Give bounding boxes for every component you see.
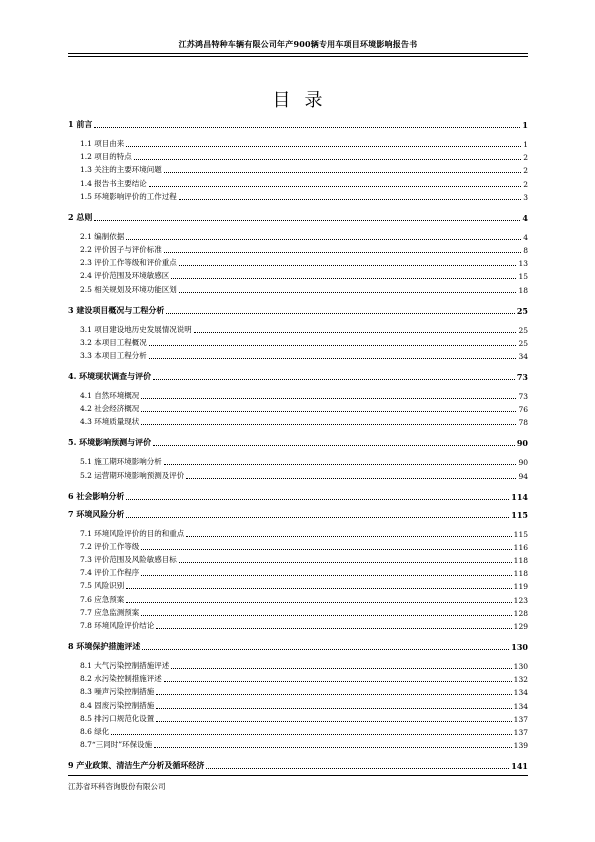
toc-section-entry[interactable] <box>68 283 528 295</box>
toc-dot-leader <box>164 172 521 173</box>
toc-entry-label: 1.3 关注的主要环境问题 <box>80 165 162 175</box>
toc-entry-label: 2.4 评价范围及环境敏感区 <box>80 271 170 281</box>
toc-chapter-entry[interactable] <box>68 211 528 223</box>
toc-entry-label: 7.2 评价工作等级 <box>80 541 140 551</box>
toc-section-entry[interactable] <box>68 349 528 361</box>
toc-entry-page: 34 <box>518 352 528 361</box>
toc-entry-page: 8 <box>523 246 528 255</box>
toc-section-entry[interactable] <box>68 540 528 552</box>
toc-entry-page: 132 <box>513 675 528 685</box>
toc-entry-page: 118 <box>513 556 528 565</box>
toc-dot-leader <box>126 517 509 518</box>
toc-entry-label: 2.5 相关规划及环境功能区划 <box>80 284 177 294</box>
toc-entry-label: 4.1 自然环境概况 <box>80 391 140 400</box>
toc-dot-leader <box>156 628 511 629</box>
toc-section-entry[interactable] <box>68 579 528 591</box>
toc-dot-leader <box>179 292 517 293</box>
toc-entry-page: 137 <box>513 714 528 724</box>
toc-entry-label: 8.1 大气污染控制措施评述 <box>80 661 170 670</box>
toc-chapter-entry[interactable] <box>68 640 528 652</box>
toc-dot-leader <box>153 445 515 446</box>
toc-entry-page: 94 <box>518 471 528 481</box>
toc-section-entry[interactable] <box>68 606 528 618</box>
toc-entry-page: 134 <box>513 688 528 698</box>
toc-section-entry[interactable] <box>68 336 528 348</box>
toc-entry-page: 139 <box>513 741 528 751</box>
toc-dot-leader <box>164 252 521 253</box>
toc-section-entry[interactable] <box>68 738 528 750</box>
toc-entry-page: 128 <box>513 608 528 618</box>
toc-entry-page: 2 <box>523 179 528 189</box>
toc-dot-leader <box>134 159 521 160</box>
toc-entry-page: 25 <box>518 325 528 335</box>
toc-entry-page: 129 <box>513 622 528 631</box>
toc-dot-leader <box>141 398 516 399</box>
toc-entry-label: 8.7“三同时”环保设施 <box>80 740 153 750</box>
toc-section-entry[interactable] <box>68 243 528 255</box>
toc-dot-leader <box>126 588 511 589</box>
toc-entry-label: 1.2 项目的特点 <box>80 152 132 162</box>
toc-entry-label: 3.3 本项目工程分析 <box>80 351 147 360</box>
toc-dot-leader <box>141 424 516 425</box>
toc-entry-label: 8.2 水污染控制措施评述 <box>80 674 162 684</box>
toc-entry-label: 4.2 社会经济概况 <box>80 404 140 414</box>
toc-dot-leader <box>126 239 521 240</box>
toc-entry-label: 7.3 评价范围及风险敏感目标 <box>80 555 177 564</box>
toc-chapter-entry[interactable] <box>68 508 528 520</box>
toc-dot-leader <box>186 536 511 537</box>
toc-section-entry[interactable] <box>68 150 528 162</box>
toc-dot-leader <box>154 747 512 748</box>
toc-entry-label: 1.4 报告书主要结论 <box>80 178 147 188</box>
toc-entry-page: 123 <box>513 595 528 605</box>
toc-entry-page: 116 <box>513 542 528 552</box>
toc-section-entry[interactable] <box>68 389 528 401</box>
toc-entry-label: 3.2 本项目工程概况 <box>80 337 147 347</box>
toc-entry-page: 141 <box>511 761 528 772</box>
toc-dot-leader <box>179 562 512 563</box>
toc-section-entry[interactable] <box>68 455 528 467</box>
toc-dot-leader <box>141 549 511 550</box>
toc-entry-label: 8.3 噪声污染控制措施 <box>80 687 155 697</box>
toc-entry-page: 134 <box>513 701 528 711</box>
toc-entry-page: 119 <box>513 582 528 592</box>
toc-section-entry[interactable] <box>68 725 528 737</box>
toc-entry-label: 7.7 应急监测预案 <box>80 607 140 617</box>
toc-entry-page: 137 <box>513 728 528 737</box>
toc-section-entry[interactable] <box>68 659 528 671</box>
toc-entry-page: 13 <box>518 259 528 269</box>
toc-section-entry[interactable] <box>68 402 528 414</box>
toc-entry-label: 4. 环境现状调查与评价 <box>68 371 152 381</box>
toc-dot-leader <box>149 186 521 187</box>
toc-chapter-entry[interactable] <box>68 436 528 448</box>
toc-dot-leader <box>126 602 511 603</box>
toc-section-entry[interactable] <box>68 415 528 427</box>
toc-entry-label: 2.1 编制依据 <box>80 231 125 241</box>
toc-entry-page: 25 <box>516 305 528 316</box>
toc-entry-label: 7.8 环境风险评价结论 <box>80 621 155 630</box>
toc-section-entry[interactable] <box>68 163 528 175</box>
footer-rule <box>68 775 528 776</box>
header-rule <box>68 53 528 54</box>
toc-section-entry[interactable] <box>68 593 528 605</box>
toc-entry-page: 2 <box>523 153 528 163</box>
toc-section-entry[interactable] <box>68 469 528 481</box>
toc-entry-page: 78 <box>518 418 528 428</box>
toc-section-entry[interactable] <box>68 553 528 565</box>
toc-section-entry[interactable] <box>68 619 528 631</box>
toc-chapter-entry[interactable] <box>68 759 528 771</box>
toc-entry-page: 90 <box>516 438 528 449</box>
toc-entry-page: 3 <box>523 192 528 202</box>
toc-entry-label: 7.6 应急预案 <box>80 594 125 604</box>
toc-section-entry[interactable] <box>68 685 528 697</box>
toc-dot-leader <box>142 649 509 650</box>
toc-entry-label: 7 环境风险分析 <box>68 508 125 519</box>
toc-entry-label: 5.2 运营期环境影响预测及评价 <box>80 470 185 480</box>
toc-entry-page: 90 <box>518 458 528 468</box>
toc-section-entry[interactable] <box>68 256 528 268</box>
toc-section-entry[interactable] <box>68 712 528 724</box>
toc-dot-leader <box>141 411 516 412</box>
toc-dot-leader <box>171 278 516 279</box>
toc-entry-page: 4 <box>523 232 528 242</box>
toc-dot-leader <box>179 199 521 200</box>
toc-dot-leader <box>94 127 520 128</box>
toc-section-entry[interactable] <box>68 137 528 149</box>
toc-entry-label: 2 总则 <box>68 211 93 222</box>
toc-section-entry[interactable] <box>68 527 528 539</box>
toc-dot-leader <box>194 332 517 333</box>
toc-section-entry[interactable] <box>68 699 528 711</box>
toc-entry-page: 76 <box>518 405 528 415</box>
toc-dot-leader <box>141 615 511 616</box>
toc-dot-leader <box>156 694 511 695</box>
toc-section-entry[interactable] <box>68 269 528 281</box>
toc-entry-page: 1 <box>523 140 528 149</box>
toc-entry-label: 1 前言 <box>68 119 93 129</box>
toc-dot-leader <box>126 146 521 147</box>
toc-dot-leader <box>186 478 516 479</box>
header-rule-thin <box>68 56 528 57</box>
toc-entry-label: 8.4 固废污染控制措施 <box>80 700 155 710</box>
toc-entry-label: 6 社会影响分析 <box>68 490 125 501</box>
toc-entry-label: 8.5 排污口规范化设置 <box>80 713 155 723</box>
toc-dot-leader <box>141 575 511 576</box>
toc-section-entry[interactable] <box>68 177 528 189</box>
toc-dot-leader <box>164 681 512 682</box>
toc-dot-leader <box>149 358 517 359</box>
toc-entry-page: 118 <box>513 569 528 579</box>
toc-section-entry[interactable] <box>68 672 528 684</box>
toc-entry-label: 1.5 环境影响评价的工作过程 <box>80 191 177 201</box>
toc-entry-page: 1 <box>522 120 528 130</box>
toc-dot-leader <box>171 668 511 669</box>
toc-chapter-entry[interactable] <box>68 490 528 502</box>
toc-dot-leader <box>179 265 517 266</box>
page-title: 目录 <box>272 90 337 111</box>
toc-section-entry[interactable] <box>68 230 528 242</box>
toc-dot-leader <box>111 734 511 735</box>
toc-entry-label: 2.2 评价因子与评价标准 <box>80 245 162 254</box>
toc-section-entry[interactable] <box>68 190 528 202</box>
toc-entry-page: 130 <box>511 642 528 652</box>
toc-entry-label: 8.6 绿化 <box>80 727 110 736</box>
toc-entry-page: 15 <box>518 272 528 282</box>
toc-dot-leader <box>153 379 515 380</box>
toc-section-entry[interactable] <box>68 323 528 335</box>
toc-entry-label: 4.3 环境质量现状 <box>80 417 140 427</box>
toc-dot-leader <box>156 708 511 709</box>
toc-entry-label: 2.3 评价工作等级和评价重点 <box>80 258 177 268</box>
toc-chapter-entry[interactable] <box>68 118 528 130</box>
toc-entry-label: 1.1 项目由来 <box>80 139 125 148</box>
toc-entry-page: 114 <box>511 491 528 502</box>
toc-dot-leader <box>126 499 509 500</box>
toc-dot-leader <box>156 721 511 722</box>
toc-chapter-entry[interactable] <box>68 370 528 382</box>
toc-dot-leader <box>206 768 509 769</box>
toc-entry-label: 9 产业政策、清洁生产分析及循环经济 <box>68 760 205 771</box>
toc-entry-page: 2 <box>523 166 528 176</box>
toc-entry-page: 115 <box>513 529 528 539</box>
toc-dot-leader <box>149 345 517 346</box>
toc-entry-page: 4 <box>522 212 528 223</box>
toc-entry-label: 5. 环境影响预测与评价 <box>68 437 152 448</box>
footer-company: 江苏省环科咨询股份有限公司 <box>68 782 166 791</box>
toc-chapter-entry[interactable] <box>68 304 528 316</box>
toc-entry-label: 7.1 环境风险评价的目的和重点 <box>80 528 185 538</box>
toc-entry-page: 130 <box>513 662 528 671</box>
toc-dot-leader <box>164 464 517 465</box>
toc-dot-leader <box>166 313 515 314</box>
toc-entry-label: 5.1 施工期环境影响分析 <box>80 457 162 467</box>
toc-entry-page: 73 <box>518 392 528 401</box>
toc-entry-page: 18 <box>518 285 528 295</box>
running-header: 江苏鸿昌特种车辆有限公司年产900辆专用车项目环境影响报告书 <box>178 39 418 49</box>
toc-entry-page: 73 <box>516 372 528 382</box>
toc-dot-leader <box>94 220 520 221</box>
toc-entry-label: 3 建设项目概况与工程分析 <box>68 304 165 315</box>
toc-entry-label: 3.1 项目建设地历史发展情况说明 <box>80 324 192 334</box>
toc-entry-page: 115 <box>511 509 528 520</box>
toc-entry-label: 8 环境保护措施评述 <box>68 641 141 651</box>
toc-entry-page: 25 <box>518 338 528 348</box>
toc-entry-label: 7.5 风险识别 <box>80 581 125 591</box>
toc-section-entry[interactable] <box>68 566 528 578</box>
toc-entry-label: 7.4 评价工作程序 <box>80 568 140 578</box>
